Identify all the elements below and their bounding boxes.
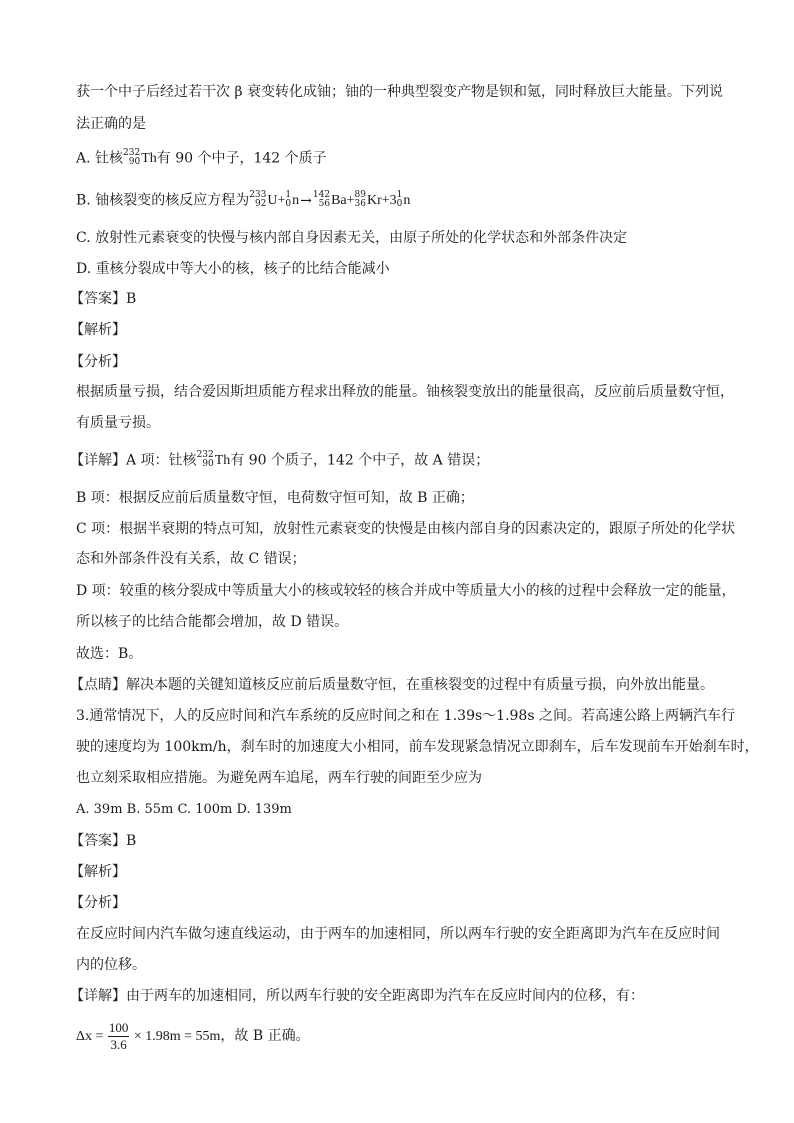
q2-detail-b: B 项：根据反应前后质量数守恒，电荷数守恒可知，故 B 正确； — [76, 490, 474, 506]
q2-option-b — [76, 190, 736, 211]
kr-symbol: Kr+3 — [366, 193, 397, 208]
formula-fraction — [108, 1020, 130, 1053]
detail-a-prefix: 【详解】A 项：钍核 — [70, 452, 197, 469]
q2-fenxi-line2: 有质量亏损。 — [76, 415, 160, 431]
q3-xiangjie: 【详解】由于两车的加速相同，所以两车行驶的安全距离即为汽车在反应时间内的位移，有： — [70, 988, 644, 1004]
kr-atomic: 36 — [354, 199, 366, 209]
u-atomic: 92 — [254, 199, 267, 209]
q2-option-c: C. 放射性元素衰变的快慢与核内部自身因素无关，由原子所处的化学状态和外部条件决定 — [76, 230, 628, 246]
q2-fenxi-heading: 【分析】 — [70, 354, 126, 370]
ba-atomic: 56 — [318, 199, 331, 209]
th2-symbol: Th — [214, 453, 231, 468]
q2-stem-line2: 法正确的是 — [76, 116, 146, 132]
formula-rhs: × 1.98m = 55m — [133, 1029, 221, 1044]
thorium-nuclide — [123, 148, 157, 169]
q2-detail-d-line1: D 项：较重的核分裂成中等质量大小的核或较轻的核合并成中等质量大小的核的过程中会释放一定的能量， — [76, 583, 736, 599]
n2-mass: 1 — [396, 190, 403, 200]
neutron-nuclide — [285, 190, 299, 211]
q2-option-a — [76, 148, 736, 169]
n2-symbol: n — [403, 193, 411, 208]
option-b-prefix: B. 铀核裂变的核反应方程为 — [76, 192, 250, 209]
n-symbol: n — [292, 193, 300, 208]
th-symbol: Th — [141, 151, 157, 166]
th-mass: 232 — [123, 148, 141, 158]
q3-fenxi-heading: 【分析】 — [70, 895, 126, 911]
q3-answer: 【答案】B — [70, 833, 137, 849]
q2-option-d: D. 重核分裂成中等大小的核，核子的比结合能减小 — [76, 261, 390, 277]
thorium-nuclide-2 — [197, 450, 231, 471]
q2-choose: 故选：B。 — [76, 646, 143, 662]
q2-analysis-heading: 【解析】 — [70, 322, 126, 338]
ba-symbol: Ba+ — [331, 193, 355, 208]
q3-fenxi-line2: 内的位移。 — [76, 957, 146, 973]
q2-fenxi-line1: 根据质量亏损，结合爱因斯坦质能方程求出释放的能量。铀核裂变放出的能量很高，反应前后质量数守恒， — [76, 384, 734, 400]
q2-detail-a — [70, 450, 730, 471]
th2-mass: 232 — [196, 450, 214, 460]
q3-stem-line2: 驶的速度均为 100km/h，刹车时的加速度大小相同，前车发现紧急情况立即刹车，后车发现前车开始刹车时， — [76, 739, 759, 755]
q2-detail-d-line2: 所以核子的比结合能都会增加，故 D 错误。 — [76, 614, 349, 630]
ba-mass: 142 — [312, 190, 331, 200]
uranium-nuclide — [249, 190, 285, 211]
th2-atomic: 90 — [202, 459, 214, 469]
q3-analysis-heading: 【解析】 — [70, 864, 126, 880]
kr-mass: 89 — [354, 190, 366, 200]
th-atomic: 90 — [128, 157, 141, 167]
u-mass: 233 — [249, 190, 267, 200]
detail-a-suffix: 有 90 个质子，142 个中子，故 A 错误； — [230, 452, 490, 469]
formula-lhs: Δx = — [76, 1029, 104, 1044]
q3-options: A. 39m B. 55m C. 100m D. 139m — [76, 802, 292, 817]
formula-denominator: 3.6 — [110, 1036, 127, 1052]
q2-stem-line1: 获一个中子后经过若干次 β 衰变转化成铀；铀的一种典型裂变产物是钡和氪，同时释放巨大能量。下列说 — [76, 84, 723, 100]
q3-formula — [76, 1016, 736, 1056]
formula-numerator: 100 — [108, 1019, 129, 1035]
q3-stem-line3: 也立刻采取相应措施。为避免两车追尾，两车行驶的间距至少应为 — [76, 770, 482, 786]
q3-fenxi-line1: 在反应时间内汽车做匀速直线运动，由于两车的加速相同，所以两车行驶的安全距离即为汽车在反应时间 — [76, 926, 720, 942]
q2-detail-c-line1: C 项：根据半衰期的特点可知，放射性元素衰变的快慢是由核内部自身的因素决定的，跟原子所处的化学状 — [76, 521, 736, 537]
option-a-prefix: A. 钍核 — [76, 150, 124, 167]
barium-nuclide — [313, 190, 355, 211]
q2-detail-c-line2: 态和外部条件没有关系，故 C 错误； — [76, 551, 306, 567]
n-mass: 1 — [285, 190, 292, 200]
formula-tail: ，故 B 正确。 — [220, 1028, 310, 1044]
q2-answer: 【答案】B — [70, 291, 137, 307]
n-atomic: 0 — [285, 199, 292, 209]
option-a-suffix: 有 90 个中子，142 个质子 — [156, 150, 327, 167]
krypton-nuclide — [355, 190, 397, 211]
neutron-nuclide-2 — [397, 190, 411, 211]
q3-stem-line1: 3.通常情况下，人的反应时间和汽车系统的反应时间之和在 1.39s～1.98s 之间。若高速公路上两辆汽车行 — [76, 708, 735, 724]
q2-dianjing: 【点睛】解决本题的关键知道核反应前后质量数守恒，在重核裂变的过程中有质量亏损，向外放出能量。 — [70, 677, 714, 693]
u-symbol: U+ — [267, 193, 286, 208]
n2-atomic: 0 — [396, 199, 403, 209]
reaction-arrow: → — [300, 192, 312, 209]
